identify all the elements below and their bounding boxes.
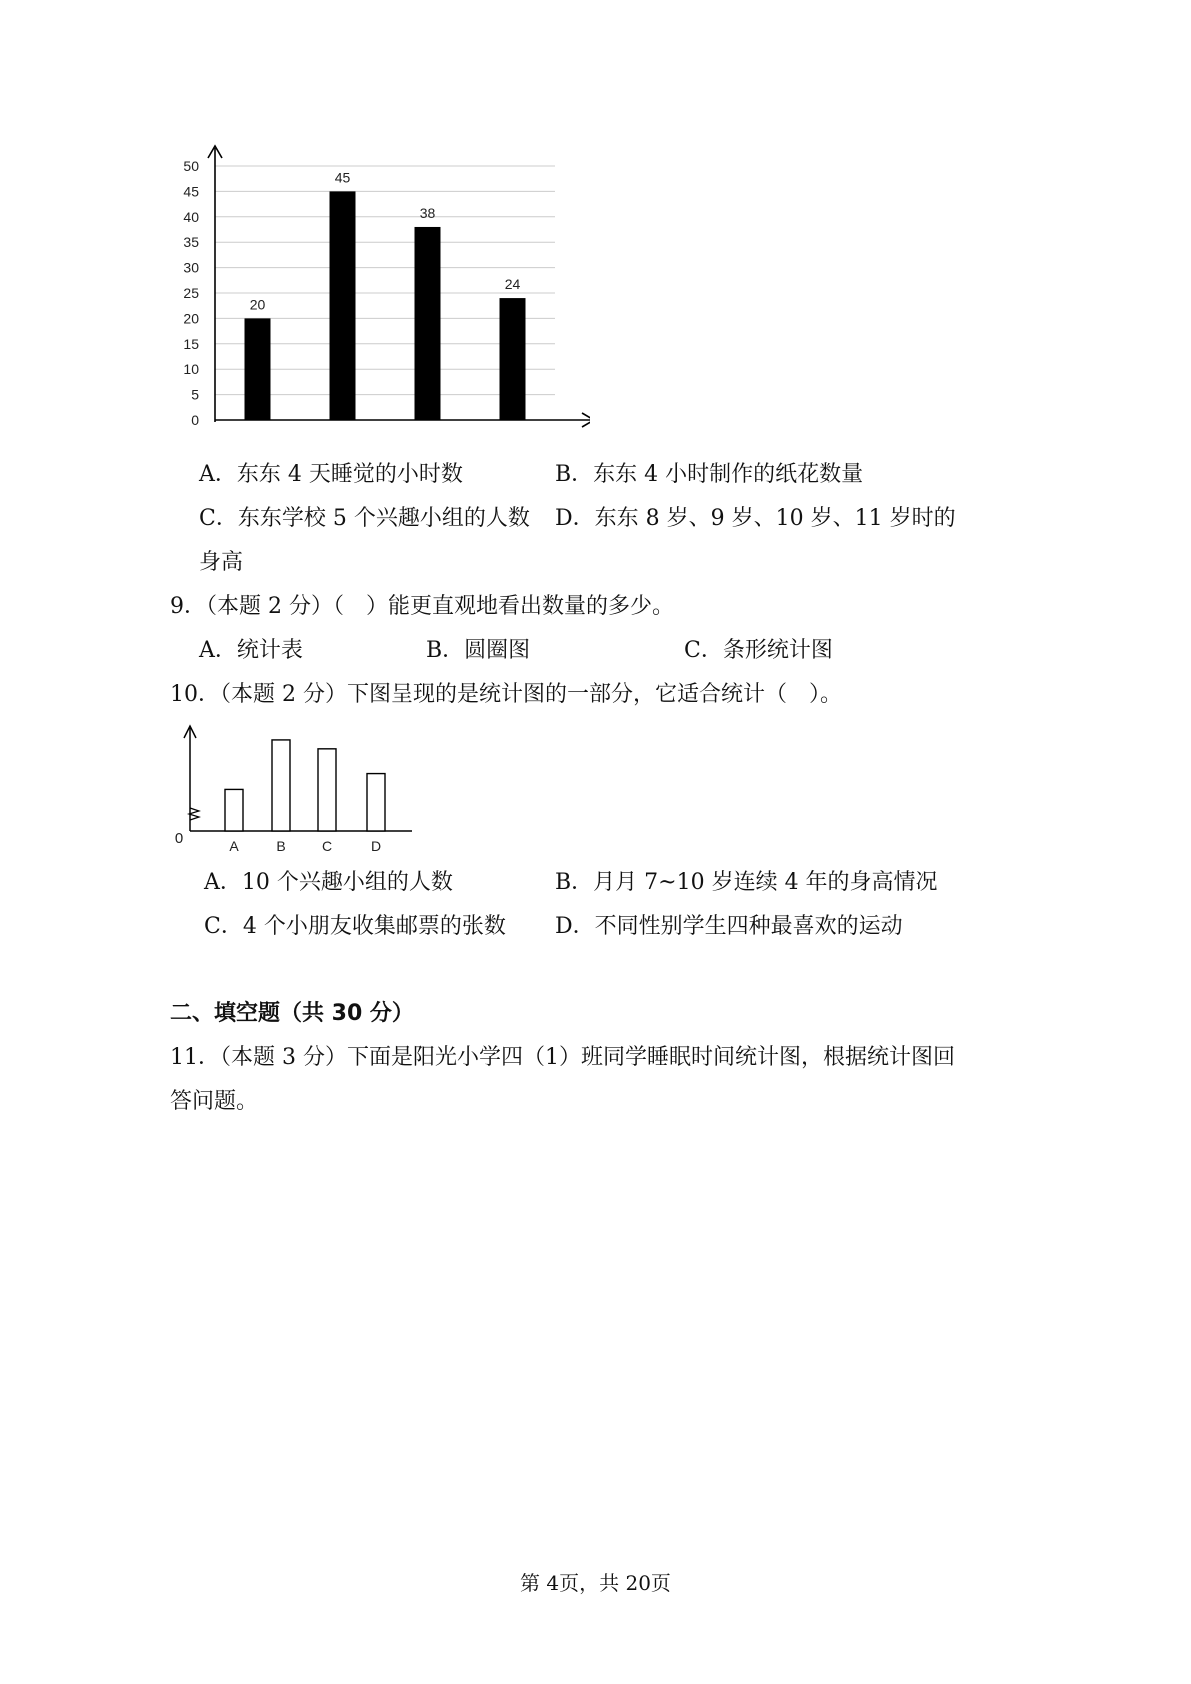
bar [500, 298, 526, 420]
q11-stem-line2: 答问题。 [170, 1089, 259, 1114]
bar [225, 789, 243, 831]
page-footer: 第 4页，共 20页 [520, 1571, 671, 1595]
y-tick-label: 20 [183, 310, 199, 327]
y-tick-label: 0 [191, 412, 199, 428]
q10-option-d[interactable]: D．不同性别学生四种最喜欢的运动 [555, 914, 903, 939]
q8-option-d-continued: 身高 [199, 550, 244, 575]
y-tick-label: 25 [183, 285, 199, 301]
q8-option-a[interactable]: A．东东 4 天睡觉的小时数 [199, 462, 463, 487]
data-label: 45 [334, 169, 351, 186]
bar-chart-2 [170, 720, 420, 860]
x-tick-label: B [276, 838, 286, 854]
data-label: 20 [249, 296, 266, 313]
x-tick-label: C [321, 838, 333, 854]
y-tick-label: 50 [183, 158, 199, 174]
bar [272, 740, 290, 831]
q10-option-a[interactable]: A．10 个兴趣小组的人数 [204, 870, 453, 895]
bar [367, 774, 385, 831]
q10-option-b[interactable]: B．月月 7~10 岁连续 4 年的身高情况 [555, 870, 938, 895]
q9-stem: 9．（本题 2 分）（ ）能更直观地看出数量的多少。 [170, 594, 674, 619]
data-label: 24 [504, 276, 521, 293]
y-tick-label: 15 [183, 335, 199, 352]
q10-stem: 10．（本题 2 分）下图呈现的是统计图的一部分，它适合统计（ ）。 [170, 682, 842, 707]
bar [318, 749, 336, 831]
y-tick-label: 40 [183, 208, 199, 225]
q8-option-c[interactable]: C．东东学校 5 个兴趣小组的人数 [199, 506, 530, 531]
q11-stem-line1: 11．（本题 3 分）下面是阳光小学四（1）班同学睡眠时间统计图，根据统计图回 [170, 1045, 955, 1070]
bar-chart-1 [170, 140, 590, 440]
y-tick-label: 45 [183, 183, 199, 200]
q9-option-c[interactable]: C．条形统计图 [684, 638, 833, 663]
q8-option-d[interactable]: D．东东 8 岁、9 岁、10 岁、11 岁时的 [555, 506, 956, 531]
y-tick-label: 5 [191, 386, 199, 403]
q9-option-a[interactable]: A．统计表 [199, 638, 303, 663]
data-label: 38 [419, 204, 436, 221]
bar [330, 191, 356, 420]
y-tick-label: 30 [183, 259, 199, 276]
q8-option-b[interactable]: B．东东 4 小时制作的纸花数量 [555, 462, 864, 487]
q9-option-b[interactable]: B．圆圈图 [426, 638, 531, 663]
origin-label: 0 [174, 830, 184, 847]
bar [415, 227, 441, 420]
q10-option-c[interactable]: C．4 个小朋友收集邮票的张数 [204, 914, 506, 939]
section-heading: 二、填空题（共 30 分） [170, 1001, 414, 1026]
y-tick-label: 10 [183, 361, 199, 378]
x-tick-label: D [370, 838, 382, 854]
x-tick-label: A [229, 838, 239, 854]
y-tick-label: 35 [183, 234, 199, 251]
bar [245, 318, 271, 420]
